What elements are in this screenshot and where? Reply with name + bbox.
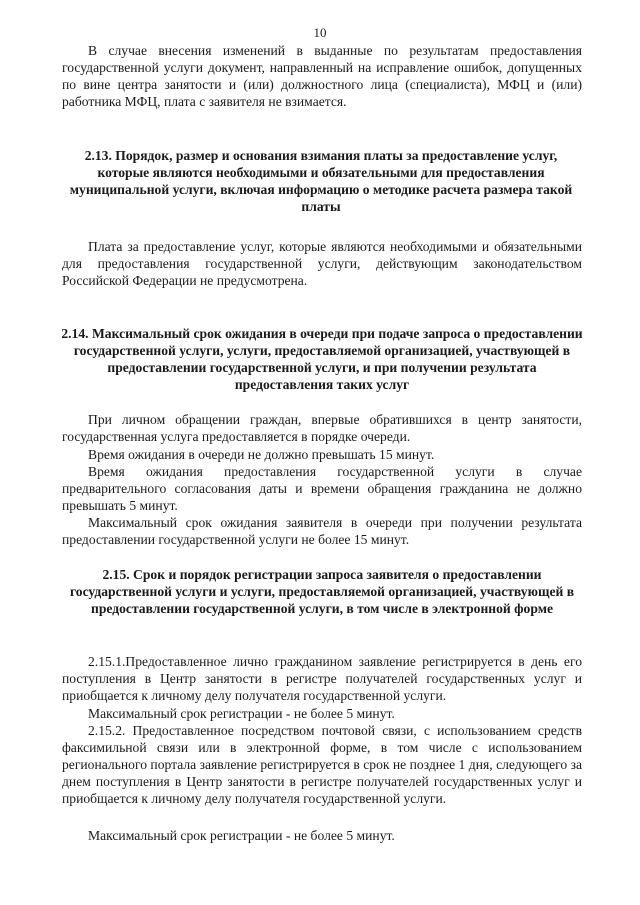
paragraph-2-14-wait-time: Время ожидания в очереди не должно превышать 15 минут.	[88, 447, 435, 462]
page-number: 10	[313, 25, 327, 40]
paragraph-2-13: Плата за предоставление услуг, которые являются необходимыми и обязательными для предоставления государственной услуги, действующим законодательством Российской Федерации не предусмотрена.	[62, 239, 582, 288]
paragraph-2-15-1: 2.15.1.Предоставленное лично гражданином заявление регистрируется в день его поступления в Центр занятости в регистре получателей государственных услуг и приобщается к личному делу получателя государственной услуги.	[62, 654, 582, 703]
paragraph-intro: В случае внесения изменений в выданные по результатам предоставления государственной услуги документ, направленный на исправление ошибок, допущенных по вине центра занятости и (или) должностного лица (специалиста), МФЦ и (или) работника МФЦ, плата с заявителя не взимается.	[62, 43, 582, 109]
paragraph-2-14-appointment: Время ожидания предоставления государственной услуги в случае предварительного согласования даты и времени обращения гражданина не должно превышать 5 минут.	[62, 464, 582, 513]
section-heading-2-13: 2.13. Порядок, размер и основания взимания платы за предоставление услуг, которые являются необходимыми и обязательными для предоставления муниципальной услуги, включая информацию о методике расчета размера такой платы	[69, 148, 573, 214]
paragraph-2-14-result-wait: Максимальный срок ожидания заявителя в очереди при получении результата предоставлении государственной услуги не более 15 минут.	[62, 515, 582, 547]
section-heading-2-14: 2.14. Максимальный срок ожидания в очереди при подаче запроса о предоставлении государственной услуги, услуги, предоставляемой организацией, участвующей в предоставлении государственной услуги, и при получении результата предоставления таких услуг	[61, 326, 583, 392]
paragraph-2-14-personal-visit: При личном обращении граждан, впервые обратившихся в центр занятости, государственная услуга предоставляется в порядке очереди.	[62, 412, 582, 444]
section-heading-2-15: 2.15. Срок и порядок регистрации запроса заявителя о предоставлении государственной услуги и услуги, предоставляемой организацией, участвующей в предоставлении государственной услуги, в том числе в электронной форме	[69, 567, 575, 616]
paragraph-2-15-2: 2.15.2. Предоставленное посредством почтовой связи, с использованием средств факсимильной связи или в электронной форме, в том числе с использованием регионального портала заявление регистрируется в срок не позднее 1 дня, следующего за днем поступления в Центр занятости в регистре получателей государственных услуг и приобщается к личному делу получателя государственной услуги.	[62, 723, 582, 806]
paragraph-2-15-2-max-time: Максимальный срок регистрации - не более 5 минут.	[88, 828, 395, 843]
paragraph-2-15-1-max-time: Максимальный срок регистрации - не более 5 минут.	[88, 706, 395, 721]
